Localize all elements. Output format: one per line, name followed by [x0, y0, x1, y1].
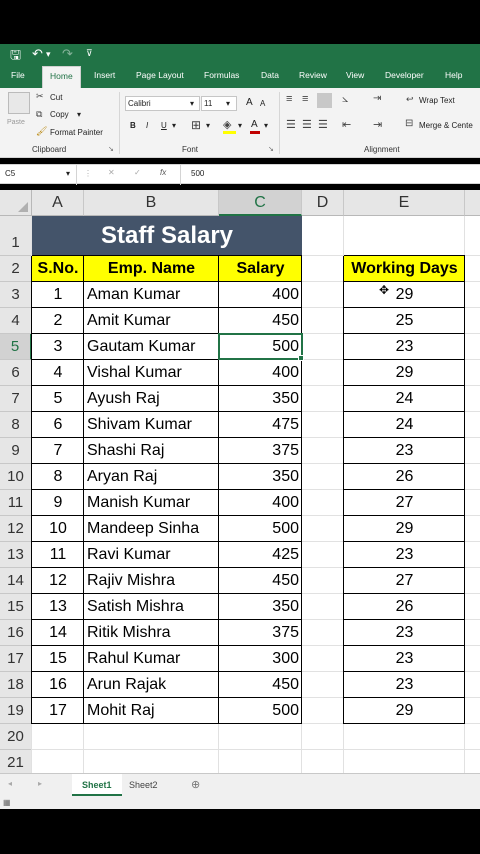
font-launcher-icon[interactable]: ↘	[268, 146, 274, 153]
grow-font-button[interactable]: A	[246, 97, 253, 108]
underline-dropdown-icon[interactable]: ▾	[172, 121, 177, 130]
row-header-16[interactable]: 16	[0, 620, 32, 646]
working-days-cell[interactable]: 27	[395, 572, 414, 589]
employee-name-cell[interactable]: Mandeep Sinha	[87, 520, 200, 537]
working-days-cell[interactable]: 26	[395, 598, 414, 615]
row-header-15[interactable]: 15	[0, 594, 32, 620]
align-bottom-icon[interactable]	[317, 93, 332, 108]
status-bar	[0, 797, 480, 809]
copy-button[interactable]: Copy	[50, 110, 69, 119]
row-header-3[interactable]: 3	[0, 282, 32, 308]
salary-cell[interactable]: 475	[272, 416, 299, 433]
row-header-10[interactable]: 10	[0, 464, 32, 490]
sheet-tab-sheet2[interactable]: Sheet2	[129, 780, 158, 790]
working-days-cell[interactable]: 23	[395, 676, 414, 693]
salary-cell[interactable]: 300	[272, 650, 299, 667]
employee-name-cell[interactable]: Ravi Kumar	[87, 546, 171, 563]
formula-bar	[0, 164, 480, 184]
working-days-cell[interactable]: 27	[395, 494, 414, 511]
customize-quick-access-icon[interactable]: ⊽	[86, 48, 93, 58]
row-header-5[interactable]: 5	[0, 334, 32, 360]
align-right-icon[interactable]: ☰	[318, 119, 328, 131]
shrink-font-button[interactable]: A	[260, 99, 266, 108]
tab-formulas[interactable]: Formulas	[204, 70, 240, 80]
font-color-swatch	[250, 131, 260, 134]
title-bar	[0, 44, 480, 66]
merge-center-button[interactable]: Merge & Cente	[419, 121, 473, 130]
align-top-icon[interactable]: ≡	[286, 93, 293, 105]
row-header-14[interactable]: 14	[0, 568, 32, 594]
chevron-down-icon: ▾	[190, 99, 195, 108]
cancel-icon[interactable]: ✕	[108, 168, 115, 177]
sno-cell[interactable]: 3	[53, 338, 63, 355]
wrap-text-button[interactable]: Wrap Text	[419, 96, 455, 105]
align-center-icon[interactable]: ☰	[302, 119, 312, 131]
row-header-4[interactable]: 4	[0, 308, 32, 334]
tab-help[interactable]: Help	[445, 70, 463, 80]
sno-cell[interactable]: 14	[49, 624, 67, 641]
salary-cell[interactable]: 375	[272, 442, 299, 459]
tab-page-layout[interactable]: Page Layout	[136, 70, 184, 80]
working-days-cell[interactable]: 24	[395, 416, 414, 433]
text-direction-icon[interactable]: ⇥	[373, 93, 382, 104]
tab-insert[interactable]: Insert	[94, 70, 116, 80]
employee-name-cell[interactable]: Vishal Kumar	[87, 364, 182, 381]
borders-dropdown-icon[interactable]: ▾	[206, 121, 211, 130]
align-left-icon[interactable]: ☰	[286, 119, 296, 131]
font-color-dropdown-icon[interactable]: ▾	[264, 121, 269, 130]
row-header-13[interactable]: 13	[0, 542, 32, 568]
copy-dropdown-icon[interactable]: ▾	[77, 110, 82, 119]
working-days-cell[interactable]: 23	[395, 624, 414, 641]
column-header-b[interactable]: B	[84, 190, 219, 216]
row-header-9[interactable]: 9	[0, 438, 32, 464]
sno-cell[interactable]: 11	[49, 546, 67, 563]
column-header-f[interactable]	[465, 190, 480, 216]
fill-color-swatch	[223, 131, 236, 134]
font-name-select[interactable]: Calibri ▾	[125, 96, 200, 111]
header-working-days-cell[interactable]: Working Days	[344, 256, 465, 282]
borders-icon[interactable]: ⊞	[191, 118, 202, 132]
ribbon-tabs	[0, 66, 480, 88]
working-days-cell[interactable]: 29	[395, 364, 414, 381]
working-days-cell[interactable]: 26	[395, 468, 414, 485]
working-days-cell[interactable]: 23	[395, 442, 414, 459]
salary-cell[interactable]: 350	[272, 598, 299, 615]
salary-cell[interactable]: 450	[272, 312, 299, 329]
tab-file[interactable]: File	[11, 70, 25, 80]
orientation-icon[interactable]: ⦣	[342, 93, 349, 105]
sno-cell[interactable]: 7	[53, 442, 63, 459]
clipboard-launcher-icon[interactable]: ↘	[108, 146, 114, 153]
working-days-cell[interactable]: 23	[395, 650, 414, 667]
employee-name-cell[interactable]: Arun Rajak	[87, 676, 167, 693]
salary-cell[interactable]: 500	[272, 338, 299, 355]
sno-cell[interactable]: 16	[49, 676, 67, 693]
sno-cell[interactable]: 12	[49, 572, 67, 589]
increase-indent-icon[interactable]: ⇥	[373, 119, 383, 131]
salary-cell[interactable]: 400	[272, 494, 299, 511]
underline-button[interactable]: U	[161, 121, 167, 130]
sheet-tab-sheet1[interactable]: Sheet1	[72, 774, 122, 796]
tab-developer[interactable]: Developer	[385, 70, 424, 80]
format-painter-icon[interactable]: 🖌	[36, 126, 48, 136]
sno-cell[interactable]: 10	[49, 520, 67, 537]
name-box-dropdown-icon[interactable]: ▾	[66, 169, 71, 178]
clipboard-group-label: Clipboard	[32, 145, 67, 154]
row-header-7[interactable]: 7	[0, 386, 32, 412]
header-name-cell[interactable]: Emp. Name	[84, 256, 219, 282]
tab-home[interactable]: Home	[42, 66, 81, 88]
row-header-6[interactable]: 6	[0, 360, 32, 386]
tab-data[interactable]: Data	[261, 70, 279, 80]
sno-cell[interactable]: 5	[53, 390, 63, 407]
font-group-label: Font	[182, 145, 199, 154]
sno-cell[interactable]: 8	[53, 468, 63, 485]
chevron-down-icon: ▾	[226, 99, 231, 108]
wrap-text-icon[interactable]: ↩	[406, 94, 414, 104]
employee-name-cell[interactable]: Shashi Raj	[87, 442, 165, 459]
employee-name-cell[interactable]: Gautam Kumar	[87, 338, 196, 355]
fill-color-dropdown-icon[interactable]: ▾	[238, 121, 243, 130]
salary-cell[interactable]: 450	[272, 572, 299, 589]
sno-cell[interactable]: 4	[53, 364, 63, 381]
copy-icon[interactable]: ⧉	[36, 109, 43, 119]
salary-cell[interactable]: 400	[272, 286, 299, 303]
alignment-group-label: Alignment	[364, 145, 400, 154]
working-days-cell[interactable]: 29	[395, 286, 414, 303]
bold-button[interactable]: B	[130, 121, 136, 130]
row-header-1[interactable]: 1	[0, 216, 32, 256]
working-days-cell[interactable]: 29	[395, 520, 414, 537]
undo-dropdown-icon[interactable]: ▾	[46, 49, 51, 59]
mouse-cursor-icon: ✥	[379, 283, 390, 297]
add-sheet-icon[interactable]: ⊕	[191, 779, 201, 791]
salary-cell[interactable]: 450	[272, 676, 299, 693]
working-days-cell[interactable]: 29	[395, 702, 414, 719]
sno-cell[interactable]: 9	[53, 494, 63, 511]
paste-button[interactable]: Paste	[7, 119, 25, 126]
italic-button[interactable]: I	[146, 121, 149, 130]
working-days-cell[interactable]: 24	[395, 390, 414, 407]
employee-name-cell[interactable]: Ayush Raj	[87, 390, 160, 407]
employee-name-cell[interactable]: Mohit Raj	[87, 702, 155, 719]
enter-icon[interactable]: ✓	[134, 168, 141, 177]
employee-name-cell[interactable]: Rahul Kumar	[87, 650, 181, 667]
row-header-11[interactable]: 11	[0, 490, 32, 516]
employee-name-cell[interactable]: Aman Kumar	[87, 286, 181, 303]
formula-options-icon[interactable]: ⋮	[84, 169, 92, 178]
salary-cell[interactable]: 375	[272, 624, 299, 641]
column-header-d[interactable]: D	[302, 190, 344, 216]
sno-cell[interactable]: 1	[53, 286, 63, 303]
salary-cell[interactable]: 425	[272, 546, 299, 563]
working-days-cell[interactable]: 23	[395, 546, 414, 563]
undo-icon[interactable]: ↶	[32, 46, 43, 61]
employee-name-cell[interactable]: Aryan Raj	[87, 468, 158, 485]
select-all-button[interactable]	[0, 190, 32, 216]
cut-button[interactable]: Cut	[50, 93, 63, 102]
tab-view[interactable]: View	[346, 70, 365, 80]
sno-cell[interactable]: 13	[49, 598, 67, 615]
decrease-indent-icon[interactable]: ⇤	[342, 119, 352, 131]
column-header-a[interactable]: A	[32, 190, 84, 216]
salary-cell[interactable]: 400	[272, 364, 299, 381]
employee-name-cell[interactable]: Satish Mishra	[87, 598, 184, 615]
row-header-19[interactable]: 19	[0, 698, 32, 724]
employee-name-cell[interactable]: Manish Kumar	[87, 494, 191, 511]
ribbon	[0, 88, 480, 158]
align-middle-icon[interactable]: ≡	[302, 93, 309, 105]
redo-icon[interactable]: ↷	[62, 46, 73, 61]
column-header-c[interactable]: C	[219, 190, 302, 216]
row-header-20[interactable]: 20	[0, 724, 32, 750]
employee-name-cell[interactable]: Ritik Mishra	[87, 624, 171, 641]
formula-input[interactable]: 500	[191, 169, 205, 178]
row-header-17[interactable]: 17	[0, 646, 32, 672]
row-header-8[interactable]: 8	[0, 412, 32, 438]
header-salary-cell[interactable]: Salary	[219, 256, 302, 282]
sheet-title-cell[interactable]: Staff Salary	[32, 216, 302, 256]
row-header-12[interactable]: 12	[0, 516, 32, 542]
salary-cell[interactable]: 350	[272, 390, 299, 407]
salary-cell[interactable]: 500	[272, 520, 299, 537]
merge-center-icon[interactable]: ⊟	[405, 118, 414, 129]
working-days-cell[interactable]: 23	[395, 338, 414, 355]
scroll-left-icon[interactable]: ◂	[8, 779, 13, 788]
worksheet-grid[interactable]	[0, 190, 480, 773]
sno-cell[interactable]: 17	[49, 702, 67, 719]
tab-review[interactable]: Review	[299, 70, 327, 80]
employee-name-cell[interactable]: Shivam Kumar	[87, 416, 192, 433]
column-header-e[interactable]: E	[344, 190, 465, 216]
font-color-button[interactable]: A	[251, 119, 258, 130]
row-header-21[interactable]: 21	[0, 750, 32, 773]
employee-name-cell[interactable]: Amit Kumar	[87, 312, 171, 329]
scroll-right-icon[interactable]: ▸	[38, 779, 43, 788]
row-header-2[interactable]: 2	[0, 256, 32, 282]
employee-name-cell[interactable]: Rajiv Mishra	[87, 572, 176, 589]
row-header-18[interactable]: 18	[0, 672, 32, 698]
insert-function-button[interactable]: fx	[160, 168, 167, 177]
save-icon[interactable]: 🖫	[10, 47, 22, 62]
salary-cell[interactable]: 500	[272, 702, 299, 719]
header-sno-cell[interactable]: S.No.	[32, 256, 84, 282]
format-painter-button[interactable]: Format Painter	[50, 128, 103, 137]
working-days-cell[interactable]: 25	[395, 312, 414, 329]
paste-icon[interactable]	[8, 92, 30, 114]
sno-cell[interactable]: 6	[53, 416, 63, 433]
cut-icon[interactable]: ✂	[36, 91, 44, 101]
font-size-select[interactable]: 11 ▾	[201, 96, 237, 111]
sheet-tab-bar	[0, 773, 480, 797]
sno-cell[interactable]: 2	[53, 312, 63, 329]
macro-record-icon[interactable]: ▦	[3, 798, 11, 807]
name-box[interactable]: C5	[5, 169, 16, 178]
fill-color-icon[interactable]: ◈	[223, 119, 232, 131]
salary-cell[interactable]: 350	[272, 468, 299, 485]
sno-cell[interactable]: 15	[49, 650, 67, 667]
